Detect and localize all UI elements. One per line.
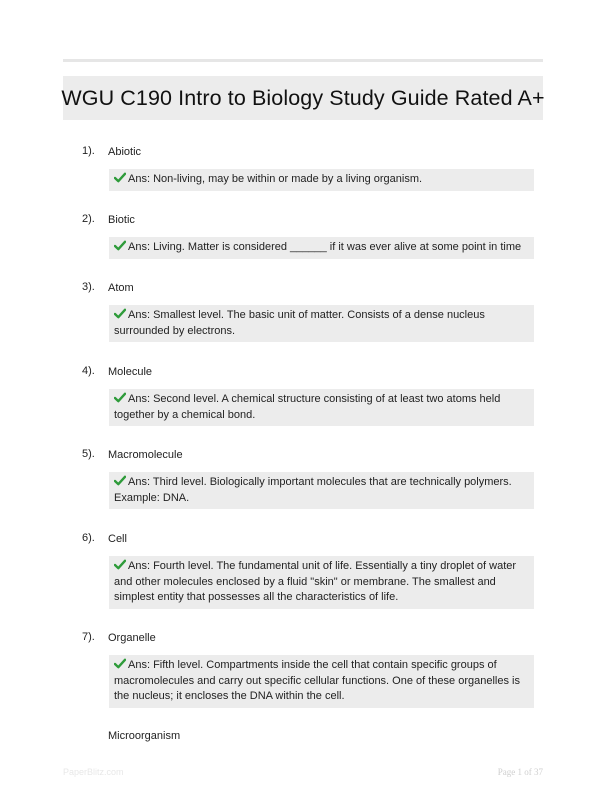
answer-text: Ans: Non-living, may be within or made by a living organism. [128, 173, 423, 185]
question-number: 7). [82, 631, 95, 643]
check-icon [114, 308, 126, 319]
check-icon [114, 240, 126, 251]
answer-text: Ans: Living. Matter is considered ______ if it was ever alive at some point in time [128, 241, 522, 253]
question-number: 3). [82, 281, 95, 293]
check-icon [114, 559, 126, 570]
answer-text: Ans: Second level. A chemical structure consisting of at least two atoms held together by a chemical bond. [114, 393, 501, 421]
answer-text: Ans: Third level. Biologically important molecules that are technically polymers. Example: DNA. [114, 476, 512, 504]
answer-box [109, 305, 534, 342]
question-term: Atom [108, 282, 134, 294]
answer-text: Ans: Fifth level. Compartments inside the cell that contain specific groups of macromolecules and carry out specific cellular functions. One of these organelles is the nucleus; it encloses the DNA within the cell. [114, 659, 520, 702]
question-term: Organelle [108, 632, 156, 644]
page-number: Page 1 of 37 [497, 767, 543, 777]
title-banner [63, 76, 543, 120]
footer-watermark: PaperBlitz.com [63, 767, 124, 777]
question-number: 5). [82, 448, 95, 460]
top-divider [63, 59, 543, 62]
question-term: Molecule [108, 366, 153, 378]
answer-box [109, 655, 534, 708]
document-title: WGU C190 Intro to Biology Study Guide Rated A+ [61, 85, 545, 110]
question-number: 4). [82, 365, 95, 377]
answer-box [109, 472, 534, 509]
answer-text: Ans: Fourth level. The fundamental unit of life. Essentially a tiny droplet of water and other molecules enclosed by a fluid "skin" or membrane. The smallest and simplest entity that possesses all the characteristics of life. [114, 560, 517, 603]
check-icon [114, 475, 126, 486]
question-term: Cell [108, 533, 127, 545]
question-number: 2). [82, 213, 95, 225]
answer-box [109, 556, 534, 609]
question-term: Macromolecule [108, 449, 183, 461]
check-icon [114, 172, 126, 183]
question-number: 1). [82, 145, 95, 157]
question-term: Abiotic [108, 146, 142, 158]
question-term: Biotic [108, 214, 135, 226]
answer-text: Ans: Smallest level. The basic unit of matter. Consists of a dense nucleus surrounded by electrons. [114, 309, 485, 337]
question-number: 6). [82, 532, 95, 544]
answer-box [109, 237, 534, 259]
answer-box [109, 389, 534, 426]
check-icon [114, 392, 126, 403]
question-term: Microorganism [108, 730, 181, 742]
answer-box [109, 169, 534, 191]
check-icon [114, 658, 126, 669]
